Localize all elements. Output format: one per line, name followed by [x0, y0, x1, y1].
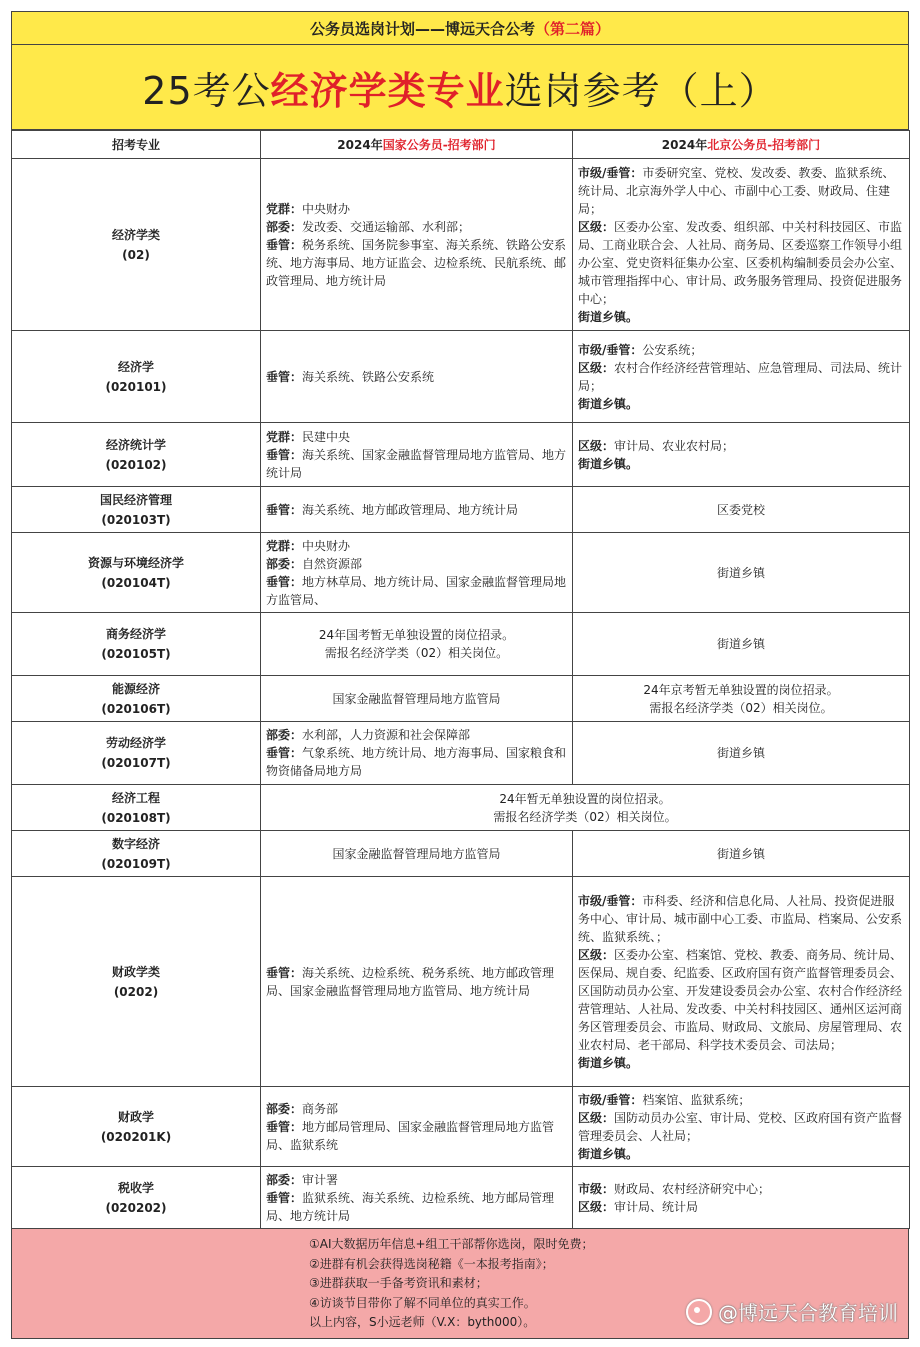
national-line — [266, 368, 567, 386]
header-beijing — [573, 131, 910, 159]
beijing-line-key: 市级/垂管： — [578, 893, 643, 908]
beijing-line-key: 街道乡镇。 — [578, 456, 639, 471]
header-beijing-prefix: 2024年 — [661, 137, 708, 152]
header-national-prefix: 2024年 — [337, 137, 383, 152]
header-beijing-accent: 北京公务员-招考部门 — [707, 137, 821, 152]
beijing-line-key: 市级/垂管： — [578, 342, 643, 357]
national-line — [266, 537, 567, 555]
beijing-text-line: 街道乡镇 — [716, 637, 765, 651]
beijing-cell — [573, 533, 910, 613]
beijing-cell — [573, 877, 910, 1087]
national-line-key: 垂管： — [266, 574, 303, 589]
major-name: 劳动经济学 — [105, 736, 166, 750]
beijing-line — [578, 892, 904, 946]
table-row — [12, 1087, 910, 1167]
national-line-value: 发改委、交通运输部、水利部； — [302, 219, 471, 234]
beijing-line-value: 农村合作经济经营管理站、应急管理局、司法局、统计局； — [578, 360, 903, 393]
major-name: 商务经济学 — [105, 627, 166, 641]
footer-line: ②进群有机会获得选岗秘籍《一本报考指南》； — [309, 1256, 554, 1271]
national-line — [266, 236, 567, 290]
table-row — [12, 785, 910, 831]
beijing-line — [578, 1054, 904, 1072]
beijing-line-value: 国防动员办公室、审计局、党校、区政府国有资产监督管理委员会、人社局； — [578, 1110, 903, 1143]
beijing-text-line: 街道乡镇 — [716, 746, 765, 760]
beijing-cell — [573, 331, 910, 423]
beijing-cell — [573, 676, 910, 722]
national-line-key: 垂管： — [266, 502, 303, 517]
major-code: (020107T) — [101, 756, 171, 770]
header-national — [261, 131, 573, 159]
beijing-line-value: 审计局、统计局 — [614, 1199, 699, 1214]
beijing-line — [578, 1145, 904, 1163]
beijing-line-key: 区级： — [578, 1199, 615, 1214]
merged-text-line: 需报名经济学类（02）相关岗位。 — [493, 809, 677, 824]
national-cell — [261, 613, 573, 676]
major-name: 经济学类 — [111, 227, 160, 242]
beijing-line — [578, 437, 904, 455]
beijing-line — [578, 164, 904, 218]
beijing-line-key: 街道乡镇。 — [578, 1055, 639, 1070]
beijing-line — [578, 946, 904, 1054]
national-line-key: 部委： — [266, 1101, 303, 1116]
national-cell — [261, 676, 573, 722]
beijing-line-key: 市级： — [578, 1181, 615, 1196]
table-row — [12, 722, 910, 785]
beijing-line-key: 街道乡镇。 — [578, 396, 639, 411]
table-header-row — [12, 131, 910, 159]
national-line-key: 垂管： — [266, 447, 303, 462]
national-line — [266, 1171, 567, 1189]
national-line-value: 地方林草局、地方统计局、国家金融监督管理局地方监管局、 — [266, 574, 567, 607]
beijing-cell — [573, 159, 910, 331]
beijing-line — [578, 1091, 904, 1109]
beijing-line-value: 市委研究室、党校、发改委、教委、监狱系统、统计局、北京海外学人中心、市副中心工委、财政局、住建局； — [578, 165, 895, 216]
header-major: 招考专业 — [12, 131, 261, 159]
footer-line: ③进群获取一手备考资讯和素材； — [309, 1276, 488, 1290]
beijing-line-value: 财政局、农村经济研究中心； — [614, 1181, 771, 1196]
major-name: 资源与环境经济学 — [87, 555, 184, 570]
major-cell — [12, 159, 261, 331]
footer-notice — [11, 1229, 909, 1339]
beijing-cell — [573, 1087, 910, 1167]
top-banner-accent: （第二篇） — [535, 19, 611, 38]
footer-line: 以上内容，S小远老师（V.X：byth000）。 — [309, 1315, 536, 1329]
national-cell — [261, 877, 573, 1087]
major-name: 经济学 — [117, 359, 154, 374]
national-line-value: 中央财办 — [302, 538, 351, 553]
table-row — [12, 1167, 910, 1229]
major-code: (020202) — [105, 1200, 167, 1215]
top-banner-text: 公务员选岗计划——博远天合公考 — [309, 19, 535, 38]
national-line — [266, 428, 567, 446]
national-line-value: 税务系统、国务院参事室、海关系统、铁路公安系统、地方海事局、地方证监会、边检系统、民航系统、邮政管理局、地方统计局 — [266, 237, 567, 288]
beijing-line — [578, 341, 904, 359]
national-line-value: 海关系统、地方邮政管理局、地方统计局 — [302, 502, 519, 517]
major-code: (020108T) — [101, 810, 171, 825]
beijing-line-key: 市级/垂管： — [578, 1092, 643, 1107]
national-line — [266, 1100, 567, 1118]
national-line — [266, 573, 567, 609]
footer-line: ④访谈节目带你了解不同单位的真实工作。 — [309, 1295, 536, 1310]
beijing-line-value: 档案馆、监狱系统； — [642, 1092, 751, 1107]
table-row — [12, 487, 910, 533]
table-row — [12, 877, 910, 1087]
beijing-cell — [573, 831, 910, 877]
major-cell — [12, 423, 261, 487]
beijing-line-value: 审计局、农业农村局； — [614, 438, 735, 453]
major-name: 数字经济 — [111, 836, 160, 851]
national-cell — [261, 331, 573, 423]
national-line-key: 垂管： — [266, 237, 303, 252]
national-line — [266, 200, 567, 218]
table-row — [12, 159, 910, 331]
national-line — [266, 446, 567, 482]
beijing-line — [578, 308, 904, 326]
major-name: 财政学 — [117, 1109, 154, 1124]
merged-text-line: 24年暂无单独设置的岗位招录。 — [499, 791, 671, 806]
top-banner — [11, 11, 909, 44]
national-line-value: 商务部 — [302, 1101, 339, 1116]
national-line — [266, 744, 567, 780]
beijing-text-line: 区委党校 — [716, 502, 765, 517]
table-row — [12, 831, 910, 877]
major-cell — [12, 877, 261, 1087]
national-line-key: 部委： — [266, 556, 303, 571]
beijing-line-value: 市科委、经济和信息化局、人社局、投资促进服务中心、审计局、城市副中心工委、市监局、档案局、公安系统、监狱系统、； — [578, 893, 903, 944]
national-line-key: 部委： — [266, 728, 303, 742]
major-code: (0202) — [113, 984, 159, 999]
beijing-line-key: 街道乡镇。 — [578, 1146, 639, 1161]
national-cell — [261, 831, 573, 877]
major-code: (020201K) — [100, 1129, 172, 1144]
national-line-value: 自然资源部 — [302, 556, 363, 571]
national-line-key: 垂管： — [266, 746, 303, 760]
national-line-value: 气象系统、地方统计局、地方海事局、国家粮食和物资储备局地方局 — [266, 746, 567, 778]
beijing-cell — [573, 487, 910, 533]
major-cell — [12, 533, 261, 613]
national-line-value: 审计署 — [302, 1172, 339, 1187]
title-prefix: 25考公 — [142, 68, 271, 113]
beijing-line — [578, 1109, 904, 1145]
beijing-line-value: 区委办公室、档案馆、党校、教委、商务局、统计局、医保局、规自委、纪监委、区政府国有资产监督管理委员会、区国防动员办公室、开发建设委员会办公室、农村合作经济经营管理站、人社局、发改委、中关村科技园区、通州区运河商务区管理委员会、市监局、财政局、文旅局、房屋管理局、农业农村局、老干部局、科学技术委员会、司法局； — [578, 947, 903, 1052]
national-line-value: 海关系统、国家金融监督管理局地方监管局、地方统计局 — [266, 447, 567, 480]
major-name: 能源经济 — [111, 681, 160, 696]
page — [11, 11, 909, 1339]
major-code: (020105T) — [101, 647, 171, 661]
weibo-icon — [686, 1299, 712, 1325]
major-cell — [12, 331, 261, 423]
beijing-cell — [573, 423, 910, 487]
national-line — [266, 1189, 567, 1225]
major-cell — [12, 613, 261, 676]
national-line — [266, 726, 567, 744]
watermark-text: @博远天合教育培训 — [718, 1301, 898, 1325]
national-cell — [261, 1167, 573, 1229]
major-cell — [12, 785, 261, 831]
major-code: (020101) — [105, 379, 167, 394]
major-cell — [12, 831, 261, 877]
national-line-value: 监狱系统、海关系统、边检系统、地方邮局管理局、地方统计局 — [266, 1190, 555, 1223]
major-cell — [12, 487, 261, 533]
beijing-text-line: 街道乡镇 — [716, 565, 765, 580]
national-line-value: 水利部，人力资源和社会保障部 — [302, 728, 471, 742]
beijing-line-key: 街道乡镇。 — [578, 309, 639, 324]
table-row — [12, 331, 910, 423]
national-line-value: 民建中央 — [302, 429, 351, 444]
recruitment-table — [11, 130, 910, 1229]
beijing-line — [578, 1198, 904, 1216]
footer-lines — [309, 1235, 594, 1333]
national-cell — [261, 722, 573, 785]
beijing-line-key: 区级： — [578, 360, 615, 375]
major-name: 财政学类 — [111, 964, 160, 979]
national-cell — [261, 533, 573, 613]
major-name: 经济工程 — [111, 790, 160, 805]
national-line-key: 垂管： — [266, 369, 303, 384]
beijing-line — [578, 455, 904, 473]
footer-line: ①AI大数据历年信息+组工干部帮你选岗，限时免费； — [309, 1237, 594, 1251]
beijing-line — [578, 1180, 904, 1198]
beijing-line-key: 区级： — [578, 1110, 615, 1125]
national-line — [266, 964, 567, 1000]
national-line — [266, 218, 567, 236]
title-highlight: 经济学类专业 — [270, 68, 505, 113]
major-cell — [12, 1087, 261, 1167]
beijing-cell — [573, 613, 910, 676]
national-line — [266, 555, 567, 573]
beijing-line-value: 公安系统； — [642, 342, 703, 357]
national-line-key: 部委： — [266, 1172, 303, 1187]
national-line — [266, 1118, 567, 1154]
table-row — [12, 676, 910, 722]
national-line-value: 地方邮局管理局、国家金融监督管理局地方监管局、监狱系统 — [266, 1119, 555, 1152]
national-cell — [261, 1087, 573, 1167]
table-row — [12, 533, 910, 613]
beijing-cell — [573, 1167, 910, 1229]
major-name: 国民经济管理 — [99, 492, 172, 507]
national-line-key: 垂管： — [266, 1119, 303, 1134]
major-code: (020109T) — [101, 856, 171, 871]
major-cell — [12, 676, 261, 722]
beijing-line — [578, 218, 904, 308]
major-code: (020104T) — [101, 575, 171, 590]
major-name: 税收学 — [117, 1180, 154, 1195]
beijing-line — [578, 359, 904, 395]
national-line — [266, 501, 567, 519]
national-line-value: 海关系统、铁路公安系统 — [302, 369, 435, 384]
page-title — [11, 44, 909, 130]
beijing-line-key: 市级/垂管： — [578, 165, 643, 180]
major-cell — [12, 1167, 261, 1229]
national-line-value: 海关系统、边检系统、税务系统、地方邮政管理局、国家金融监督管理局地方监管局、地方统计局 — [266, 965, 555, 998]
major-code: (020103T) — [101, 512, 171, 527]
national-cell — [261, 487, 573, 533]
national-line-value: 中央财办 — [302, 201, 351, 216]
national-line-key: 党群： — [266, 429, 303, 444]
beijing-line-value: 区委办公室、发改委、组织部、中关村科技园区、市监局、工商业联合会、人社局、商务局、区委巡察工作领导小组办公室、党史资料征集办公室、区委机构编制委员会办公室、城市管理指挥中心、审计局、政务服务管理局、投资促进服务中心； — [578, 219, 903, 306]
national-cell — [261, 159, 573, 331]
title-suffix: 选岗参考（上） — [504, 68, 778, 113]
header-national-accent: 国家公务员-招考部门 — [382, 137, 496, 152]
national-text-line: 国家金融监督管理局地方监管局 — [332, 846, 501, 861]
national-line-key: 党群： — [266, 538, 303, 553]
national-line-key: 部委： — [266, 219, 303, 234]
national-line-key: 党群： — [266, 201, 303, 216]
beijing-line-key: 区级： — [578, 438, 615, 453]
beijing-line — [578, 395, 904, 413]
beijing-line-key: 区级： — [578, 947, 615, 962]
beijing-line-key: 区级： — [578, 219, 615, 234]
national-text-line: 国家金融监督管理局地方监管局 — [332, 691, 501, 706]
national-line-key: 垂管： — [266, 1190, 303, 1205]
national-text-line: 24年国考暂无单独设置的岗位招录。 — [318, 628, 515, 642]
major-code: (020106T) — [101, 701, 171, 716]
beijing-cell — [573, 722, 910, 785]
national-cell — [261, 423, 573, 487]
major-cell — [12, 722, 261, 785]
watermark — [686, 1297, 898, 1326]
national-text-line: 需报名经济学类（02）相关岗位。 — [324, 646, 509, 660]
major-name: 经济统计学 — [105, 437, 166, 452]
beijing-text-line: 需报名经济学类（02）相关岗位。 — [649, 700, 833, 715]
major-code: (02) — [122, 247, 150, 262]
major-code: (020102) — [105, 457, 167, 472]
table-row — [12, 423, 910, 487]
beijing-text-line: 24年京考暂无单独设置的岗位招录。 — [643, 682, 839, 697]
national-line-key: 垂管： — [266, 965, 303, 980]
beijing-text-line: 街道乡镇 — [716, 846, 765, 861]
merged-cell — [261, 785, 910, 831]
table-row — [12, 613, 910, 676]
